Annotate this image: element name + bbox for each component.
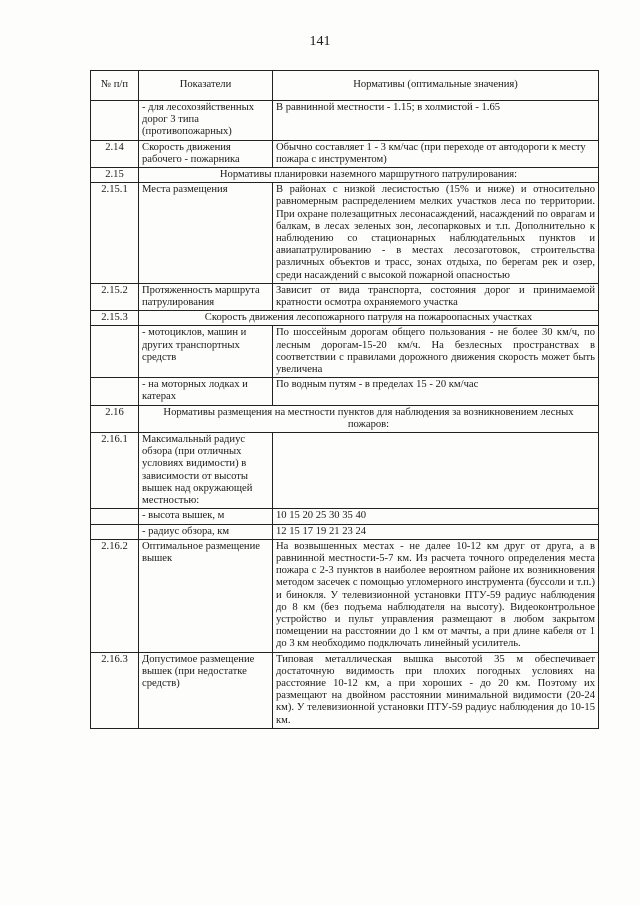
row-number: 2.16.2 [91,539,139,652]
table-row [91,101,599,141]
table-row [91,652,599,728]
row-norm: В районах с низкой лесистостью (15% и ниже) и относительно равномерным распределением мелких участков леса по территории. При охране полезащитных лесонасаждений, насаждений по оврагам и балкам, в лесах зеленых зон, лесопарковых и т.п. Дополнительно к наблюдению со стационарных наблюдательных пунктов и авиапатрулированию - в местах лесозаготовок, строительства различных объектов и трасс, зонах отдыха, по берегам рек и озер, среди насаждений с высокой пожарной опасностью [273,183,599,284]
row-number [91,524,139,539]
row-number: 2.16.3 [91,652,139,728]
section-title: Нормативы планировки наземного маршрутного патрулирования: [139,168,599,183]
table-section-row [91,168,599,183]
row-norm: Зависит от вида транспорта, состояния дорог и принимаемой кратности осмотра охраняемого участка [273,283,599,310]
header-indicator: Показатели [139,71,273,101]
row-number [91,378,139,405]
row-norm: Типовая металлическая вышка высотой 35 м обеспечивает достаточную видимость при плохих погодных условиях на расстояние 10-12 км, а при хороших - до 20 км. Поэтому их размещают на двойном расстоянии минимальной видимости (20-24 км). У телевизионной установки ПТУ-59 радиус наблюдения до 10-15 км. [273,652,599,728]
row-number [91,326,139,378]
row-number: 2.15.2 [91,283,139,310]
row-indicator: - для лесохозяйственных дорог 3 типа (противопожарных) [139,101,273,141]
row-indicator: Скорость движения рабочего - пожарника [139,140,273,167]
row-indicator: - высота вышек, м [139,509,273,524]
row-number [91,509,139,524]
row-indicator: - мотоциклов, машин и других транспортных средств [139,326,273,378]
section-title: Нормативы размещения на местности пунктов для наблюдения за возникновением лесных пожаров: [139,405,599,432]
norms-table [90,70,599,729]
header-number: № п/п [91,71,139,101]
row-number: 2.15.3 [91,311,139,326]
row-norm: 12 15 17 19 21 23 24 [273,524,599,539]
row-indicator: Места размещения [139,183,273,284]
row-indicator: Оптимальное размещение вышек [139,539,273,652]
row-norm: На возвышенных местах - не далее 10-12 км друг от друга, а в равнинной местности-5-7 км. Из расчета точного определения места пожара с 2-3 пунктов в наиболее вероятном районе их возникновения методом засечек с помощью угломерного инструмента (буссоли и т.п.) и бинокля. У телевизионной установки ПТУ-59 радиус наблюдения до 8 км (без подъема наблюдателя на высоту). Видеоконтрольное устройство и пульт управления размещают в любом закрытом помещении на расстоянии до 1 км от мачты, а при длине кабеля от 1 до 3 км необходимо подключать линейный усилитель. [273,539,599,652]
row-indicator: - радиус обзора, км [139,524,273,539]
row-indicator: - на моторных лодках и катерах [139,378,273,405]
table-row [91,539,599,652]
table-row [91,283,599,310]
table-row [91,183,599,284]
row-number: 2.16.1 [91,433,139,509]
table-row [91,378,599,405]
row-norm: В равнинной местности - 1.15; в холмистой - 1.65 [273,101,599,141]
table-row [91,433,599,509]
row-number: 2.14 [91,140,139,167]
row-number: 2.15 [91,168,139,183]
row-norm: По шоссейным дорогам общего пользования - не более 30 км/ч, по лесным дорогам-15-20 км/ч. На безлесных пространствах в соответствии с правилами дорожного движения скорость может быть увеличена [273,326,599,378]
row-norm: Обычно составляет 1 - 3 км/час (при переходе от автодороги к месту пожара с инструментом) [273,140,599,167]
row-norm [273,433,599,509]
section-title: Скорость движения лесопожарного патруля на пожароопасных участках [139,311,599,326]
table-row [91,524,599,539]
row-number: 2.15.1 [91,183,139,284]
row-indicator: Допустимое размещение вышек (при недостатке средств) [139,652,273,728]
table-row [91,140,599,167]
row-norm: По водным путям - в пределах 15 - 20 км/час [273,378,599,405]
row-number: 2.16 [91,405,139,432]
row-indicator: Протяженность маршрута патрулирования [139,283,273,310]
table-row [91,326,599,378]
row-indicator: Максимальный радиус обзора (при отличных условиях видимости) в зависимости от высоты вышек над окружающей местностью: [139,433,273,509]
table-header-row [91,71,599,101]
header-norms: Нормативы (оптимальные значения) [273,71,599,101]
page-number: 141 [309,34,331,49]
table-row [91,509,599,524]
table-section-row [91,405,599,432]
row-norm: 10 15 20 25 30 35 40 [273,509,599,524]
table-section-row [91,311,599,326]
row-number [91,101,139,141]
